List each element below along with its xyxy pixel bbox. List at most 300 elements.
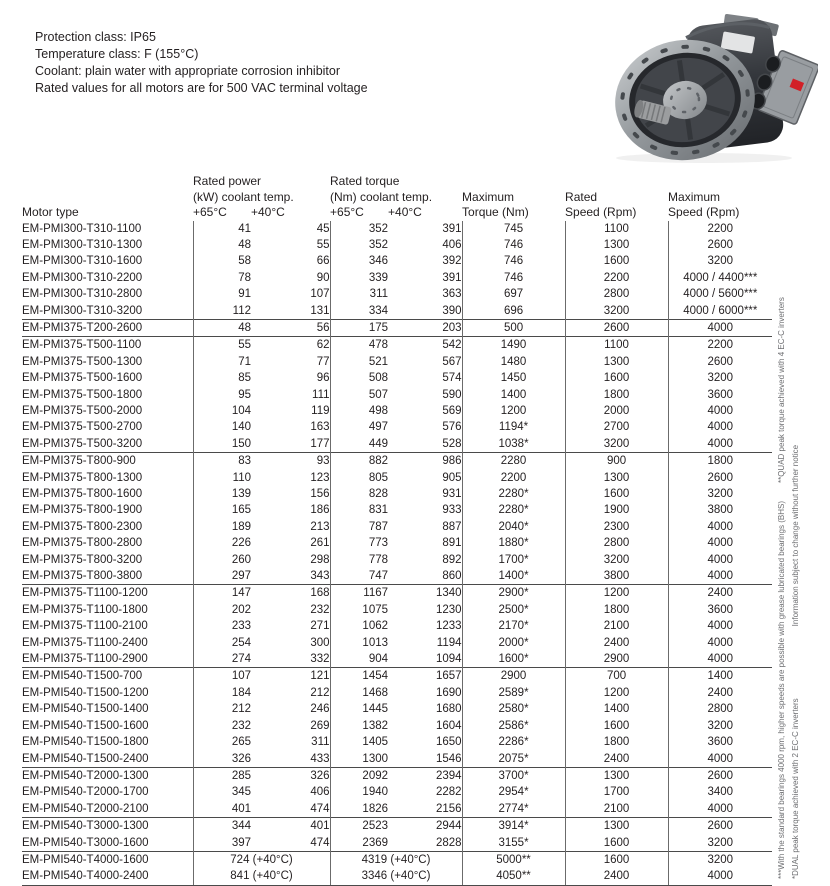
value-cell: 66 — [316, 255, 330, 268]
value-cell: 2286* — [462, 734, 565, 750]
table-row — [22, 568, 772, 585]
value-cell: 1690 — [435, 686, 462, 699]
value-cell: 1468 — [330, 685, 388, 701]
table-row — [22, 486, 772, 502]
value-cell: 1680 — [435, 703, 462, 716]
value-cell: 3400 — [668, 784, 772, 800]
column-header-rated-speed-unit: Speed (Rpm) — [565, 205, 637, 219]
value-cell: 2900* — [462, 585, 565, 602]
value-cell: 406 — [310, 786, 330, 799]
value-cell: 1340 — [388, 585, 462, 602]
value-cell: 521 — [330, 354, 388, 370]
value-cell: 1600 — [565, 253, 668, 269]
value-cell: 574 — [442, 372, 462, 385]
value-cell: 2092 — [330, 767, 388, 784]
value-cell: 2800 — [565, 286, 668, 302]
value-cell: 2600 — [668, 237, 772, 253]
value-cell: 260 — [193, 552, 251, 568]
value-cell: 56 — [251, 319, 330, 336]
value-cell: 1062 — [330, 618, 388, 634]
value-cell: 4000 — [668, 618, 772, 634]
value-cell: 1382 — [330, 718, 388, 734]
table-row — [22, 668, 772, 685]
motor-product-photo — [596, 10, 818, 164]
value-cell: 90 — [316, 271, 330, 284]
value-cell: 4000 — [668, 635, 772, 651]
value-cell: 1800 — [565, 602, 668, 618]
value-cell: 3200 — [668, 835, 772, 852]
table-row — [22, 453, 772, 470]
value-cell: 4000 — [668, 436, 772, 453]
value-cell: 391 — [442, 271, 462, 284]
value-cell: 1013 — [330, 635, 388, 651]
motor-type-cell: EM-PMI375-T1100-2100 — [22, 620, 148, 633]
value-cell: 4000 — [668, 868, 772, 885]
value-cell: 163 — [310, 421, 330, 434]
value-cell: 1445 — [330, 701, 388, 717]
value-cell: 746 — [462, 253, 565, 269]
value-cell: 123 — [310, 471, 330, 484]
motor-type-cell: EM-PMI375-T800-2300 — [22, 520, 143, 533]
value-cell: 297 — [193, 568, 251, 585]
value-cell: 724 (+40°C) — [193, 851, 330, 868]
value-cell: 3200 — [668, 253, 772, 269]
motor-type-cell: EM-PMI540-T3000-1600 — [22, 836, 149, 849]
value-cell: 226 — [193, 535, 251, 551]
table-row — [22, 552, 772, 568]
value-cell: 202 — [193, 602, 251, 618]
value-cell: 3800 — [668, 502, 772, 518]
motor-type-cell: EM-PMI540-T2000-1300 — [22, 767, 193, 784]
table-row — [22, 419, 772, 435]
motor-spec-table — [22, 174, 772, 886]
value-cell: 2200 — [668, 221, 772, 237]
value-cell: 986 — [388, 453, 462, 470]
column-header-max-speed-unit: Speed (Rpm) — [668, 205, 740, 219]
value-cell: 107 — [310, 288, 330, 301]
value-cell: 2040* — [462, 519, 565, 535]
value-cell: 3200 — [565, 552, 668, 568]
value-cell: 343 — [310, 570, 330, 583]
value-cell: 62 — [251, 337, 330, 354]
value-cell: 4000 / 4400*** — [668, 270, 772, 286]
value-cell: 203 — [388, 319, 462, 336]
value-cell: 1450 — [462, 370, 565, 386]
value-cell: 2200 — [565, 270, 668, 286]
value-cell: 1400* — [462, 568, 565, 585]
value-cell: 1800 — [565, 734, 668, 750]
value-cell: 1600 — [565, 370, 668, 386]
value-cell: 891 — [442, 537, 462, 550]
value-cell: 110 — [193, 470, 251, 486]
value-cell: 2600 — [565, 319, 668, 336]
value-cell: 1300 — [565, 237, 668, 253]
value-cell: 1480 — [462, 354, 565, 370]
value-cell: 45 — [316, 222, 330, 235]
value-cell: 4000 — [668, 751, 772, 768]
value-cell: 2000* — [462, 635, 565, 651]
value-cell: 933 — [442, 504, 462, 517]
value-cell: 1826 — [330, 801, 388, 818]
value-cell: 1405 — [330, 734, 388, 750]
value-cell: 882 — [330, 453, 388, 470]
value-cell: 112 — [193, 303, 251, 320]
value-cell: 326 — [251, 767, 330, 784]
value-cell: 778 — [330, 552, 388, 568]
motor-type-cell: EM-PMI540-T1500-1200 — [22, 686, 149, 699]
value-cell: 3200 — [565, 303, 668, 320]
value-cell: 892 — [442, 553, 462, 566]
value-cell: 497 — [330, 419, 388, 435]
column-header-max-torque: Maximum — [462, 189, 515, 204]
value-cell: 1700* — [462, 552, 565, 568]
table-row — [22, 370, 772, 386]
value-cell: 2000 — [565, 403, 668, 419]
value-cell: 156 — [310, 488, 330, 500]
value-cell: 4000 — [668, 801, 772, 818]
motor-illustration — [596, 10, 818, 164]
column-header-rated-power: Rated power — [193, 174, 262, 188]
value-cell: 2600 — [668, 767, 772, 784]
spec-note-line: Rated values for all motors are for 500 VAC terminal voltage — [35, 81, 368, 95]
value-cell: 2394 — [388, 767, 462, 784]
value-cell: 104 — [193, 403, 251, 419]
table-row — [22, 602, 772, 618]
table-row — [22, 701, 772, 717]
table-row — [22, 685, 772, 701]
value-cell: 140 — [193, 419, 251, 435]
value-cell: 212 — [193, 701, 251, 717]
value-cell: 334 — [330, 303, 388, 320]
table-row — [22, 751, 772, 768]
value-cell: 147 — [193, 585, 251, 602]
value-cell: 4000 — [668, 552, 772, 568]
value-cell: 2900 — [462, 668, 565, 685]
value-cell: 590 — [442, 388, 462, 401]
value-cell: 3200 — [668, 851, 772, 868]
table-row — [22, 734, 772, 750]
value-cell: 3200 — [668, 486, 772, 502]
table-row — [22, 784, 772, 800]
value-cell: 931 — [442, 488, 462, 500]
value-cell: 2400 — [565, 751, 668, 768]
value-cell: 4000 — [668, 419, 772, 435]
value-cell: 1075 — [330, 602, 388, 618]
value-cell: 2280 — [462, 453, 565, 470]
subheader-power-65: +65°C — [193, 205, 227, 219]
value-cell: 2400 — [668, 685, 772, 701]
motor-type-cell: EM-PMI300-T310-1100 — [22, 222, 142, 235]
value-cell: 77 — [316, 355, 330, 368]
value-cell: 700 — [565, 668, 668, 685]
table-row — [22, 535, 772, 551]
value-cell: 1100 — [565, 337, 668, 354]
value-cell: 332 — [310, 653, 330, 666]
value-cell: 274 — [193, 651, 251, 668]
value-cell: 4000 — [668, 568, 772, 585]
table-row — [22, 221, 772, 237]
value-cell: 300 — [310, 636, 330, 649]
value-cell: 4319 (+40°C) — [330, 851, 462, 868]
value-cell: 121 — [251, 668, 330, 685]
value-cell: 285 — [193, 767, 251, 784]
value-cell: 390 — [442, 304, 462, 317]
motor-type-cell: EM-PMI540-T1500-1400 — [22, 703, 149, 716]
value-cell: 1940 — [330, 784, 388, 800]
value-cell: 2100 — [565, 801, 668, 818]
column-header-motor-type: Motor type — [22, 205, 79, 219]
value-cell: 4000 — [668, 519, 772, 535]
value-cell: 478 — [330, 337, 388, 354]
value-cell: 1233 — [435, 620, 462, 633]
value-cell: 500 — [462, 319, 565, 336]
value-cell: 1100 — [565, 221, 668, 237]
value-cell: 271 — [310, 620, 330, 633]
motor-type-cell: EM-PMI375-T800-1600 — [22, 488, 143, 500]
value-cell: 787 — [330, 519, 388, 535]
table-row — [22, 403, 772, 419]
value-cell: 363 — [442, 288, 462, 301]
column-header-power-unit: (kW) coolant temp. — [193, 189, 294, 204]
value-cell: 773 — [330, 535, 388, 551]
table-row — [22, 635, 772, 651]
motor-type-cell: EM-PMI375-T1100-2900 — [22, 653, 148, 666]
value-cell: 177 — [310, 437, 330, 450]
value-cell: 298 — [310, 553, 330, 566]
value-cell: 3346 (+40°C) — [330, 868, 462, 885]
subheader-torque-40: +40°C — [388, 205, 422, 219]
table-row — [22, 286, 772, 302]
table-row — [22, 237, 772, 253]
value-cell: 1230 — [435, 603, 462, 616]
value-cell: 232 — [310, 603, 330, 616]
footnote-dual: *DUAL peak torque achieved with 2 EC-C inverters — [791, 698, 800, 879]
value-cell: 2800 — [668, 701, 772, 717]
table-row — [22, 436, 772, 453]
value-cell: 5000** — [462, 851, 565, 868]
motor-type-cell: EM-PMI375-T800-2800 — [22, 537, 143, 550]
value-cell: 2589* — [462, 685, 565, 701]
table-row — [22, 835, 772, 852]
value-cell: 326 — [193, 751, 251, 768]
value-cell: 3600 — [668, 602, 772, 618]
value-cell: 95 — [193, 387, 251, 403]
value-cell: 2900 — [565, 651, 668, 668]
value-cell: 2282 — [435, 786, 462, 799]
value-cell: 2400 — [565, 635, 668, 651]
value-cell: 4050** — [462, 868, 565, 885]
value-cell: 746 — [462, 270, 565, 286]
value-cell: 4000 — [668, 651, 772, 668]
value-cell: 2580* — [462, 701, 565, 717]
value-cell: 2600 — [668, 354, 772, 370]
value-cell: 831 — [330, 502, 388, 518]
value-cell: 828 — [330, 486, 388, 502]
value-cell: 311 — [311, 736, 330, 749]
footnote-bearings: ***With the standard bearings 4000 rpm, higher speeds are possible with grease lubricated bearings (BHS) — [777, 501, 786, 879]
value-cell: 4000 / 5600*** — [668, 286, 772, 302]
motor-type-cell: EM-PMI540-T1500-1800 — [22, 736, 149, 749]
value-cell: 78 — [193, 270, 251, 286]
value-cell: 150 — [193, 436, 251, 453]
value-cell: 2586* — [462, 718, 565, 734]
motor-type-cell: EM-PMI540-T4000-1600 — [22, 851, 193, 868]
value-cell: 569 — [442, 404, 462, 417]
motor-type-cell: EM-PMI540-T4000-2400 — [22, 868, 193, 885]
value-cell: 55 — [316, 238, 330, 251]
value-cell: 1400 — [462, 387, 565, 403]
value-cell: 1300 — [565, 767, 668, 784]
motor-type-cell: EM-PMI375-T200-2600 — [22, 319, 193, 336]
value-cell: 212 — [310, 686, 330, 699]
motor-type-cell: EM-PMI540-T1500-700 — [22, 668, 193, 685]
value-cell: 1490 — [462, 337, 565, 354]
motor-type-cell: EM-PMI375-T500-2700 — [22, 421, 143, 434]
value-cell: 528 — [442, 437, 462, 450]
table-row — [22, 270, 772, 286]
motor-type-cell: EM-PMI300-T310-2800 — [22, 288, 143, 301]
value-cell: 265 — [193, 734, 251, 750]
value-cell: 697 — [462, 286, 565, 302]
value-cell: 233 — [193, 618, 251, 634]
column-header-rated-torque: Rated torque — [330, 174, 400, 188]
motor-type-cell: EM-PMI540-T2000-1700 — [22, 786, 149, 799]
value-cell: 261 — [310, 537, 330, 550]
value-cell: 2828 — [435, 836, 462, 849]
value-cell: 860 — [442, 570, 462, 583]
table-row — [22, 767, 772, 784]
footnote-dual-disclaimer — [790, 445, 801, 879]
value-cell: 1600 — [565, 486, 668, 502]
value-cell: 83 — [193, 453, 251, 470]
value-cell: 2400 — [668, 585, 772, 602]
value-cell: 474 — [310, 802, 330, 815]
value-cell: 1800 — [668, 453, 772, 470]
value-cell: 2600 — [668, 470, 772, 486]
value-cell: 900 — [565, 453, 668, 470]
value-cell: 254 — [193, 635, 251, 651]
table-row — [22, 519, 772, 535]
value-cell: 2400 — [565, 868, 668, 885]
value-cell: 1800 — [565, 387, 668, 403]
value-cell: 576 — [442, 421, 462, 434]
value-cell: 2280* — [462, 486, 565, 502]
value-cell: 352 — [330, 221, 388, 237]
value-cell: 269 — [310, 719, 330, 732]
value-cell: 1900 — [565, 502, 668, 518]
value-cell: 3200 — [668, 370, 772, 386]
value-cell: 3600 — [668, 734, 772, 750]
value-cell: 3200 — [668, 718, 772, 734]
value-cell: 2774* — [462, 801, 565, 818]
value-cell: 55 — [193, 337, 251, 354]
motor-type-cell: EM-PMI375-T500-1600 — [22, 372, 143, 385]
value-cell: 344 — [193, 818, 251, 835]
table-row — [22, 337, 772, 354]
value-cell: 2300 — [565, 519, 668, 535]
value-cell: 4000 — [668, 403, 772, 419]
motor-type-cell: EM-PMI375-T500-1800 — [22, 388, 143, 401]
value-cell: 3155* — [462, 835, 565, 852]
spec-note-line: Coolant: plain water with appropriate corrosion inhibitor — [35, 64, 341, 78]
value-cell: 91 — [193, 286, 251, 302]
footnote-quad: **QUAD peak torque achieved with 4 EC-C inverters — [777, 297, 786, 484]
table-row — [22, 470, 772, 486]
value-cell: 345 — [193, 784, 251, 800]
value-cell: 508 — [330, 370, 388, 386]
table-row — [22, 868, 772, 885]
table-row — [22, 618, 772, 634]
motor-type-cell: EM-PMI375-T800-1900 — [22, 504, 143, 517]
value-cell: 841 (+40°C) — [193, 868, 330, 885]
column-header-rated-speed: Rated — [565, 189, 598, 204]
value-cell: 1600 — [565, 718, 668, 734]
value-cell: 397 — [193, 835, 251, 852]
value-cell: 85 — [193, 370, 251, 386]
value-cell: 93 — [251, 453, 330, 470]
value-cell: 1600 — [565, 835, 668, 852]
value-cell: 2700 — [565, 419, 668, 435]
table-row — [22, 585, 772, 602]
table-body — [22, 221, 772, 886]
table-header — [22, 174, 772, 221]
value-cell: 747 — [330, 568, 388, 585]
table-row — [22, 801, 772, 818]
subheader-torque-65: +65°C — [330, 205, 364, 219]
value-cell: 1194* — [462, 419, 565, 435]
motor-type-cell: EM-PMI375-T500-2000 — [22, 404, 143, 417]
value-cell: 232 — [193, 718, 251, 734]
motor-type-cell: EM-PMI300-T310-1600 — [22, 255, 143, 268]
value-cell: 1300 — [565, 470, 668, 486]
value-cell: 1600* — [462, 651, 565, 668]
value-cell: 1094 — [435, 653, 462, 666]
table-row — [22, 651, 772, 668]
value-cell: 2500* — [462, 602, 565, 618]
motor-type-cell: EM-PMI375-T1100-2400 — [22, 636, 148, 649]
motor-type-cell: EM-PMI375-T500-1100 — [22, 337, 193, 354]
motor-type-cell: EM-PMI375-T800-3200 — [22, 553, 143, 566]
value-cell: 2944 — [388, 818, 462, 835]
value-cell: 48 — [193, 319, 251, 336]
value-cell: 1880* — [462, 535, 565, 551]
value-cell: 567 — [442, 355, 462, 368]
motor-type-cell: EM-PMI300-T310-2200 — [22, 271, 143, 284]
value-cell: 346 — [330, 253, 388, 269]
value-cell: 1546 — [435, 752, 462, 765]
value-cell: 1657 — [388, 668, 462, 685]
value-cell: 168 — [251, 585, 330, 602]
value-cell: 1604 — [435, 719, 462, 732]
value-cell: 3800 — [565, 568, 668, 585]
motor-type-cell: EM-PMI375-T1100-1200 — [22, 585, 193, 602]
value-cell: 401 — [193, 801, 251, 818]
value-cell: 311 — [330, 286, 388, 302]
subheader-power-40: +40°C — [251, 205, 285, 219]
motor-type-cell: EM-PMI540-T1500-1600 — [22, 719, 149, 732]
table-row — [22, 718, 772, 734]
value-cell: 1600 — [565, 851, 668, 868]
value-cell: 1454 — [330, 668, 388, 685]
motor-type-cell: EM-PMI540-T2000-2100 — [22, 802, 149, 815]
value-cell: 2100 — [565, 618, 668, 634]
spec-note-line: Temperature class: F (155°C) — [35, 47, 199, 61]
value-cell: 165 — [193, 502, 251, 518]
value-cell: 175 — [330, 319, 388, 336]
value-cell: 1200 — [565, 685, 668, 701]
table-row — [22, 851, 772, 868]
value-cell: 139 — [193, 486, 251, 502]
